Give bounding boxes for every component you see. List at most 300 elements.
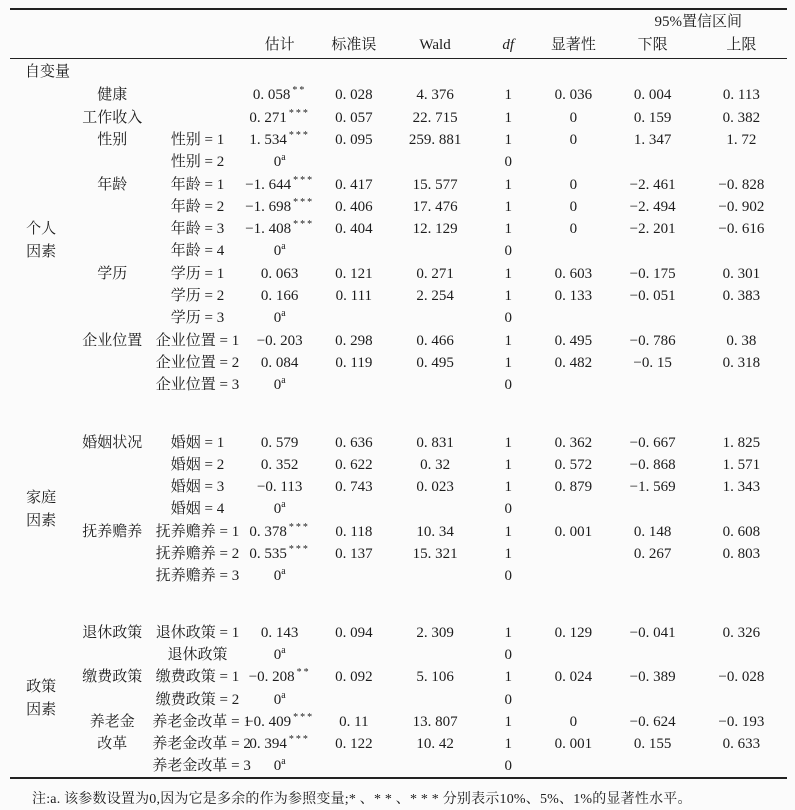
cell-upper: −0. 616 [718,221,765,238]
cell-category: 养老金改革 = 1 [152,713,251,730]
cell-se: 0. 028 [335,87,373,104]
table-row [10,129,787,151]
cell-wald [391,151,479,173]
cell-category: 性别 = 2 [170,154,225,171]
cell-se: 0. 095 [335,131,373,148]
cell-upper: 1. 571 [722,456,761,473]
column-header-se: 标准误 [317,35,391,59]
confidence-interval-header: 95%置信区间 [654,14,742,31]
cell-lower: −0. 667 [629,434,676,451]
cell-sig [537,689,609,711]
group-label [10,85,72,397]
estimate-value: −1. 408 [245,221,292,238]
cell-df: 1 [504,624,512,641]
regression-table [10,8,787,779]
cell-upper: −0. 828 [718,176,765,193]
cell-variable [72,689,152,711]
cell-variable [72,476,152,498]
group-label-line: 政策 [26,679,57,696]
table-row [10,151,787,173]
significance-stars: ** [292,85,307,97]
cell-sig [537,543,609,565]
cell-upper: −0. 902 [718,198,765,215]
significance-stars: *** [293,196,315,208]
reference-superscript: a [281,152,286,164]
cell-upper [696,374,787,396]
cell-category: 抚养赡养 = 1 [155,523,240,540]
cell-category: 学历 = 2 [170,288,225,305]
cell-variable [72,543,152,565]
reference-superscript: a [281,644,286,656]
group-label [10,432,72,588]
cell-estimate [243,285,317,307]
cell-wald: 10. 34 [416,523,454,540]
cell-sig: 0. 024 [554,669,593,686]
estimate-value: −1. 698 [245,198,292,215]
independent-variables-label: 自变量 [25,63,71,80]
estimate-value: 0. 535 [249,546,287,563]
cell-sig [537,307,609,329]
column-header-df: df [479,35,537,59]
cell-estimate [243,218,317,240]
cell-category: 学历 = 1 [170,265,225,282]
empty-cell [537,59,609,85]
independent-variables-row [10,59,787,85]
cell-df: 1 [504,354,512,371]
estimate-value: 0 [273,646,282,663]
cell-lower [609,565,695,587]
table-row [10,543,787,565]
cell-variable: 学历 [97,265,128,282]
estimate-value: 0. 143 [260,624,299,641]
cell-category: 年龄 = 1 [170,176,225,193]
cell-sig: 0. 879 [554,479,593,496]
cell-df: 1 [504,456,512,473]
cell-se [317,374,391,396]
table-row [10,499,787,521]
cell-wald [391,241,479,263]
header-spacer [10,9,609,35]
cell-upper: 1. 825 [722,434,761,451]
cell-df: 1 [504,332,512,349]
cell-upper: 0. 608 [722,523,761,540]
column-header-upper: 上限 [696,35,787,59]
cell-se [317,241,391,263]
cell-category: 抚养赡养 = 2 [155,546,240,563]
cell-variable: 性别 [97,131,128,148]
cell-se: 0. 118 [335,523,373,540]
cell-df: 0 [504,377,512,394]
cell-df: 1 [504,176,512,193]
estimate-value: 0 [273,154,282,171]
estimate-value: 1. 534 [249,131,287,148]
cell-df: 1 [504,434,512,451]
cell-lower [609,307,695,329]
cell-variable: 抚养赡养 [82,523,143,540]
cell-df: 0 [504,691,512,708]
estimate-value: −0. 409 [245,713,292,730]
empty-cell [609,59,695,85]
cell-df: 0 [504,501,512,518]
table-body [10,59,787,778]
cell-estimate [243,151,317,173]
estimate-value: 0 [273,243,282,260]
cell-df: 0 [504,757,512,774]
cell-variable [72,307,152,329]
cell-df: 1 [504,523,512,540]
cell-variable [72,565,152,587]
cell-category: 企业位置 = 1 [155,332,240,349]
cell-upper: 0. 383 [722,288,761,305]
cell-estimate [243,107,317,129]
cell-se: 0. 417 [335,176,373,193]
cell-upper [696,151,787,173]
cell-variable: 改革 [97,736,128,753]
significance-stars: *** [288,734,310,746]
group-label-line: 家庭 [26,489,57,506]
cell-lower [609,151,695,173]
cell-se: 0. 092 [335,669,373,686]
estimate-value: 0. 579 [260,434,299,451]
cell-wald: 2. 254 [416,288,454,305]
cell-estimate [243,129,317,151]
table-row [10,307,787,329]
cell-sig: 0 [569,198,578,215]
cell-upper: 0. 633 [722,736,761,753]
cell-category: 企业位置 = 3 [155,377,240,394]
cell-wald: 5. 106 [416,669,454,686]
cell-sig [537,644,609,666]
empty-cell [243,59,317,85]
cell-variable: 退休政策 [82,624,143,641]
table-row [10,374,787,396]
estimate-value: 0 [273,377,282,394]
estimate-value: 0. 271 [249,109,287,126]
empty-cell [10,397,787,432]
cell-estimate [243,565,317,587]
cell-sig: 0. 001 [554,523,593,540]
cell-estimate [243,689,317,711]
cell-category: 退休政策 = 1 [155,624,240,641]
cell-wald: 15. 577 [412,176,458,193]
cell-variable: 企业位置 [82,332,143,349]
cell-category: 养老金改革 = 3 [152,757,251,774]
cell-variable [72,196,152,218]
estimate-value: 0. 378 [249,523,287,540]
cell-lower [609,241,695,263]
cell-wald: 2. 309 [416,624,454,641]
cell-upper: −0. 028 [718,669,765,686]
cell-upper: 0. 301 [722,265,761,282]
cell-estimate [243,85,317,107]
cell-wald [391,307,479,329]
cell-wald [391,756,479,778]
cell-df: 1 [504,221,512,238]
cell-df: 1 [504,713,512,730]
cell-wald: 15. 321 [412,546,458,563]
table-row [10,352,787,374]
significance-stars: ** [296,667,311,679]
estimate-value: 0 [273,568,282,585]
cell-category: 缴费政策 = 2 [155,691,240,708]
cell-se: 0. 094 [335,624,373,641]
cell-se: 0. 622 [335,456,373,473]
cell-df: 0 [504,646,512,663]
cell-category: 婚姻 = 2 [170,456,225,473]
column-header-lower: 下限 [609,35,695,59]
cell-upper: 0. 113 [722,87,760,104]
cell-estimate [243,196,317,218]
cell-wald: 0. 271 [416,265,454,282]
cell-variable [72,454,152,476]
empty-cell [391,59,479,85]
cell-variable: 健康 [97,87,128,104]
cell-upper [696,756,787,778]
cell-wald: 22. 715 [412,109,458,126]
cell-category: 年龄 = 2 [170,198,225,215]
cell-variable: 工作收入 [82,109,143,126]
cell-df: 1 [504,131,512,148]
cell-sig: 0. 603 [554,265,593,282]
significance-stars: *** [293,174,315,186]
cell-sig: 0 [569,109,578,126]
cell-wald [391,689,479,711]
cell-sig: 0. 001 [554,736,593,753]
cell-category: 退休政策 [167,646,228,663]
reference-superscript: a [281,499,286,511]
estimate-value: 0 [273,757,282,774]
cell-estimate [243,499,317,521]
cell-lower: −0. 624 [629,713,676,730]
table-row [10,174,787,196]
cell-lower: 0. 148 [633,523,672,540]
cell-upper [696,644,787,666]
cell-lower: −0. 051 [629,288,676,305]
cell-sig: 0 [569,713,578,730]
cell-upper: 0. 38 [726,332,757,349]
cell-variable [72,374,152,396]
cell-estimate [243,666,317,688]
cell-estimate [243,352,317,374]
cell-lower: 0. 004 [633,87,672,104]
cell-sig: 0. 362 [554,434,593,451]
significance-stars: *** [288,544,310,556]
table-row [10,454,787,476]
table-row [10,107,787,129]
cell-se [317,307,391,329]
cell-se: 0. 298 [335,332,373,349]
cell-category: 性别 = 1 [170,131,225,148]
cell-se: 0. 111 [335,288,373,305]
cell-lower [609,374,695,396]
cell-se [317,689,391,711]
cell-estimate [243,241,317,263]
empty-cell [317,59,391,85]
cell-wald: 0. 831 [416,434,454,451]
cell-sig [537,756,609,778]
reference-superscript: a [281,375,286,387]
cell-estimate [243,307,317,329]
cell-sig: 0 [569,221,578,238]
estimate-value: 0. 058 [252,87,291,104]
cell-wald: 0. 32 [420,456,451,473]
estimate-value: 0. 084 [260,354,299,371]
cell-se [317,565,391,587]
cell-upper: 0. 318 [722,354,761,371]
table-row [10,476,787,498]
estimate-value: −0. 208 [248,669,295,686]
cell-wald [391,374,479,396]
cell-variable [72,499,152,521]
significance-stars: *** [288,129,310,141]
cell-sig [537,241,609,263]
cell-category: 企业位置 = 2 [155,354,240,371]
cell-category: 学历 = 3 [170,310,225,327]
cell-wald: 12. 129 [412,221,458,238]
cell-estimate [243,263,317,285]
cell-category [152,85,242,107]
cell-sig [537,499,609,521]
cell-sig: 0. 129 [554,624,593,641]
cell-estimate [243,644,317,666]
cell-wald: 0. 023 [416,479,454,496]
cell-sig: 0. 572 [554,456,593,473]
cell-lower [609,644,695,666]
table-row [10,241,787,263]
cell-df: 1 [504,109,512,126]
cell-upper: 1. 72 [726,131,757,148]
cell-lower: −2. 461 [629,176,676,193]
cell-se: 0. 121 [335,265,373,282]
significance-stars: *** [293,219,315,231]
cell-se: 0. 122 [335,736,373,753]
cell-lower [609,756,695,778]
empty-cell [10,588,787,622]
table-row [10,644,787,666]
header-empty-group [10,35,72,59]
group-label-line: 个人 [26,220,57,237]
reference-superscript: a [281,566,286,578]
cell-estimate [243,521,317,543]
cell-upper [696,307,787,329]
cell-estimate [243,454,317,476]
cell-se [317,644,391,666]
cell-variable [72,218,152,240]
cell-se: 0. 406 [335,198,373,215]
cell-estimate [243,622,317,644]
cell-sig: 0 [569,176,578,193]
cell-se [317,756,391,778]
cell-lower: −0. 15 [633,354,672,371]
cell-df: 1 [504,265,512,282]
cell-variable: 养老金 [89,713,135,730]
reference-superscript: a [281,308,286,320]
cell-wald [391,499,479,521]
cell-df: 0 [504,154,512,171]
cell-se: 0. 057 [335,109,373,126]
cell-se: 0. 11 [339,713,369,730]
estimate-value: 0 [273,501,282,518]
group-label-line: 因素 [26,243,57,260]
estimate-value: 0. 352 [260,456,299,473]
cell-variable [72,352,152,374]
table-row [10,689,787,711]
cell-estimate [243,543,317,565]
estimate-value: 0 [273,310,282,327]
cell-se [317,499,391,521]
header-row-columns [10,35,787,59]
significance-stars: *** [293,711,315,723]
cell-lower: −2. 201 [629,221,676,238]
cell-upper [696,499,787,521]
table-row [10,218,787,240]
cell-wald: 13. 807 [412,713,458,730]
reference-superscript: a [281,689,286,701]
table-header [10,9,787,59]
cell-upper [696,241,787,263]
cell-category: 养老金改革 = 2 [152,736,251,753]
estimate-value: 0. 063 [260,265,299,282]
cell-df: 0 [504,243,512,260]
cell-df: 1 [504,288,512,305]
table-row [10,565,787,587]
cell-se: 0. 137 [335,546,373,563]
cell-estimate [243,756,317,778]
cell-estimate [243,174,317,196]
cell-se: 0. 404 [335,221,373,238]
cell-estimate [243,374,317,396]
cell-sig [537,374,609,396]
cell-lower: −0. 041 [629,624,676,641]
cell-estimate [243,476,317,498]
cell-category: 婚姻 = 3 [170,479,225,496]
cell-df: 0 [504,568,512,585]
cell-lower: −0. 786 [629,332,676,349]
cell-wald [391,644,479,666]
cell-variable [72,241,152,263]
empty-cell [696,59,787,85]
cell-lower: 0. 155 [633,736,672,753]
header-empty-variable [72,35,152,59]
cell-upper: 0. 803 [722,546,761,563]
cell-lower: −1. 569 [629,479,676,496]
group-label-line: 因素 [26,512,57,529]
reference-superscript: a [281,755,286,767]
significance-stars: *** [288,521,310,533]
cell-sig: 0. 133 [554,288,593,305]
cell-category: 婚姻 = 1 [170,434,225,451]
cell-upper: −0. 193 [718,713,765,730]
column-header-estimate: 估计 [243,35,317,59]
column-header-sig: 显著性 [537,35,609,59]
table-row [10,330,787,352]
cell-lower: −2. 494 [629,198,676,215]
cell-estimate [243,330,317,352]
cell-wald: 259. 881 [408,131,462,148]
cell-wald: 17. 476 [412,198,458,215]
cell-variable [72,285,152,307]
table-row [10,285,787,307]
table-row [10,196,787,218]
header-empty-category [152,35,242,59]
estimate-value: −0. 113 [256,479,303,496]
cell-upper: 0. 382 [722,109,761,126]
cell-wald: 4. 376 [416,87,454,104]
table-row [10,733,787,755]
table-row [10,263,787,285]
cell-sig: 0. 495 [554,332,593,349]
cell-se: 0. 636 [335,434,373,451]
